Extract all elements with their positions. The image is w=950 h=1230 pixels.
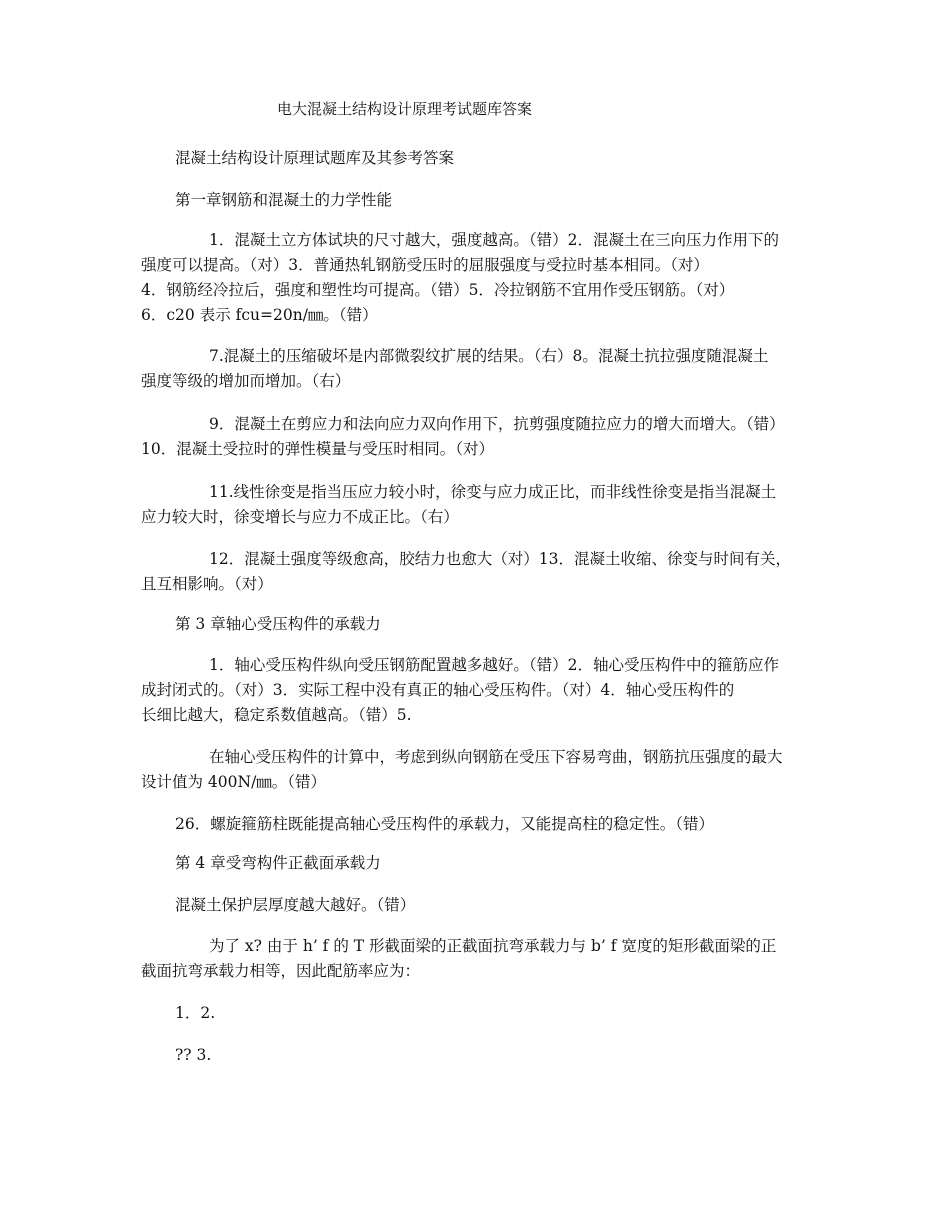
paragraph-11: 1．2. bbox=[175, 1004, 216, 1022]
paragraph-1-line: 强度可以提高。（对）3．普通热轧钢筋受压时的屈服强度与受拉时基本相同。（对） bbox=[141, 256, 709, 274]
paragraph-1-line: 4．钢筋经冷拉后，强度和塑性均可提高。（错）5．冷拉钢筋不宜用作受压钢筋。（对） bbox=[141, 281, 735, 299]
paragraph-1-line: 6．c20 表示 fcu=20n/㎜。（错） bbox=[141, 306, 378, 324]
paragraph-10 bbox=[141, 934, 813, 984]
paragraph-7 bbox=[141, 745, 813, 795]
paragraph-4 bbox=[141, 480, 813, 530]
paragraph-9: 混凝土保护层厚度越大越好。（错） bbox=[175, 896, 416, 914]
paragraph-7-line: 设计值为 400N/㎜。（错） bbox=[141, 773, 327, 791]
paragraph-5-line: 且互相影响。（对） bbox=[141, 575, 273, 593]
paragraph-6-line: 长细比越大，稳定系数值越高。（错）5. bbox=[141, 706, 412, 724]
paragraph-10-line: 截面抗弯承载力相等，因此配筋率应为： bbox=[141, 962, 421, 980]
chapter-1-heading: 第一章钢筋和混凝土的力学性能 bbox=[175, 191, 393, 209]
paragraph-5-line: 12．混凝土强度等级愈高，胶结力也愈大（对）13．混凝土收缩、徐变与时间有关， bbox=[209, 550, 791, 568]
chapter-4-heading: 第 4 章受弯构件正截面承载力 bbox=[175, 854, 381, 872]
paragraph-2-line: 7.混凝土的压缩破坏是内部微裂纹扩展的结果。（右）8。混凝土抗拉强度随混凝土 bbox=[209, 347, 769, 365]
paragraph-12: ?? 3. bbox=[175, 1046, 212, 1064]
paragraph-3 bbox=[141, 412, 813, 462]
paragraph-6-line: 成封闭式的。（对）3．实际工程中没有真正的轴心受压构件。（对）4．轴心受压构件的 bbox=[141, 681, 735, 699]
paragraph-10-line: 为了 x? 由于 h’ f 的 T 形截面梁的正截面抗弯承载力与 b’ f 宽度的矩形截面梁的正 bbox=[209, 937, 777, 955]
paragraph-4-line: 应力较大时，徐变增长与应力不成正比。（右） bbox=[141, 508, 459, 526]
paragraph-8: 26．螺旋箍筋柱既能提高轴心受压构件的承载力，又能提高柱的稳定性。（错） bbox=[175, 815, 714, 833]
paragraph-6 bbox=[141, 653, 813, 728]
paragraph-1-line: 1．混凝土立方体试块的尺寸越大，强度越高。（错）2．混凝土在三向压力作用下的 bbox=[209, 231, 779, 249]
paragraph-4-line: 11.线性徐变是指当压应力较小时，徐变与应力成正比，而非线性徐变是指当混凝土 bbox=[209, 483, 777, 501]
document-title: 电大混凝土结构设计原理考试题库答案 bbox=[277, 100, 533, 118]
document-subtitle: 混凝土结构设计原理试题库及其参考答案 bbox=[175, 149, 455, 167]
paragraph-7-line: 在轴心受压构件的计算中，考虑到纵向钢筋在受压下容易弯曲，钢筋抗压强度的最大 bbox=[209, 748, 783, 766]
paragraph-6-line: 1．轴心受压构件纵向受压钢筋配置越多越好。（错）2．轴心受压构件中的箍筋应作 bbox=[209, 656, 779, 674]
paragraph-1 bbox=[141, 228, 813, 328]
paragraph-2-line: 强度等级的增加而增加。（右） bbox=[141, 372, 351, 390]
paragraph-3-line: 9．混凝土在剪应力和法向应力双向作用下，抗剪强度随拉应力的增大而增大。（错） bbox=[209, 415, 785, 433]
chapter-3-heading: 第 3 章轴心受压构件的承载力 bbox=[175, 615, 381, 633]
paragraph-5 bbox=[141, 547, 813, 597]
paragraph-3-line: 10．混凝土受拉时的弹性模量与受压时相同。（对） bbox=[141, 440, 494, 458]
paragraph-2 bbox=[141, 344, 813, 394]
